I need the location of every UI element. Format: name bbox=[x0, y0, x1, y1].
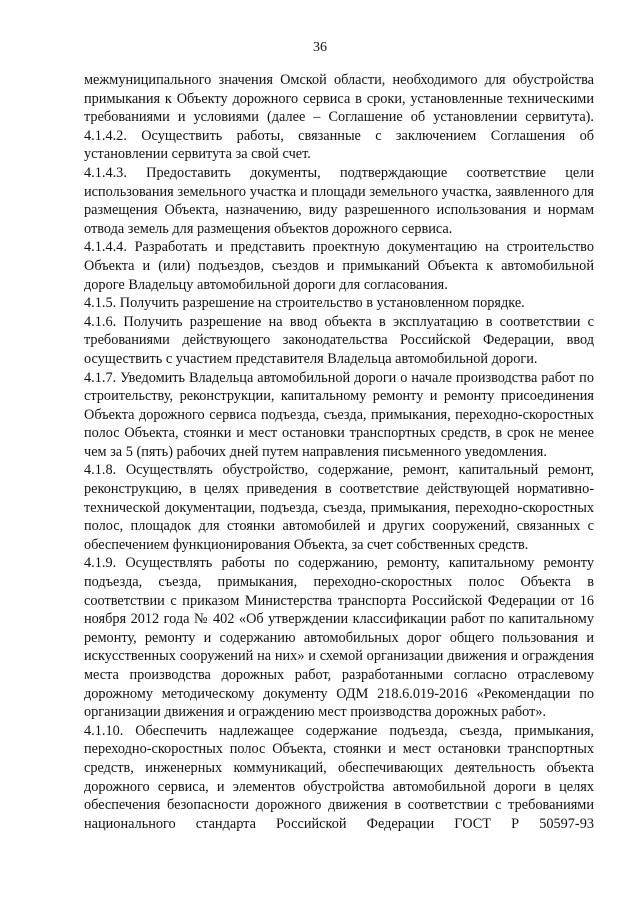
page-number: 36 bbox=[313, 40, 327, 55]
paragraph-4-1-9: 4.1.9. Осуществлять работы по содержанию, ремонту, капитальному ремонту подъезда, съезда, примыкания, переходно-скоростных полос Объекта в соответствии с приказом Министерства транспорта Российской Федерации от 16 ноября 2012 года № 402 «Об утверждении классификации работ по капитальному ремонту, ремонту и содержанию автомобильных дорог общего пользования и искусственных сооружений на них» и схемой организации движения и ограждения места производства дорожных работ, разработанными согласно отраслевому дорожному методическому документу ОДМ 218.6.019-2016 «Рекомендации по организации движения и ограждению мест производства дорожных работ». bbox=[84, 555, 594, 721]
document-body bbox=[84, 71, 594, 833]
paragraph-4-1-4-2: 4.1.4.2. Осуществить работы, связанные с заключением Соглашения об установлении сервитута за свой счет. bbox=[84, 127, 594, 163]
paragraph-4-1-5: 4.1.5. Получить разрешение на строительство в установленном порядке. bbox=[84, 295, 525, 312]
paragraph-4-1-4-4: 4.1.4.4. Разработать и представить проектную документацию на строительство Объекта и (или) подъездов, съездов и примыканий Объекта к автомобильной дороге Владельцу автомобильной дороги для согласования. bbox=[84, 239, 594, 293]
paragraph-4-1-6: 4.1.6. Получить разрешение на ввод объекта в эксплуатацию в соответствии с требованиями действующего законодательства Российской Федерации, ввод осуществить с участием представителя Владельца автомобильной дороги. bbox=[84, 313, 594, 367]
paragraph-4-1-7: 4.1.7. Уведомить Владельца автомобильной дороги о начале производства работ по строительству, реконструкции, капитальному ремонту и ремонту присоединения Объекта дорожного сервиса подъезда, съезда, примыкания, переходно-скоростных полос Объекта, стоянки и мест остановки транспортных средств, в срок не менее чем за 5 (пять) рабочих дней путем направления письменного уведомления. bbox=[84, 369, 594, 460]
paragraph-4-1-8: 4.1.8. Осуществлять обустройство, содержание, ремонт, капитальный ремонт, реконструкцию, в целях приведения в соответствие действующей нормативно-технической документации, подъезда, съезда, примыкания, переходно-скоростных полос, площадок для стоянки автомобилей и других сооружений, связанных с обеспечением функционирования Объекта, за счет собственных средств. bbox=[84, 462, 594, 553]
paragraph-4-1-4-3: 4.1.4.3. Предоставить документы, подтверждающие соответствие цели использования земельного участка и площади земельного участка, заявленного для размещения Объекта, назначению, виду разрешенного использования и нормам отвода земель для размещения объектов дорожного сервиса. bbox=[84, 164, 594, 237]
paragraph-4-1-10: 4.1.10. Обеспечить надлежащее содержание подъезда, съезда, примыкания, переходно-скоростных полос Объекта, стоянки и мест остановки транспортных средств, инженерных коммуникаций, обеспечивающих деятельность объекта дорожного сервиса, и элементов обустройства автомобильной дороги в целях обеспечения безопасности дорожного движения в соответствии с требованиями национального стандарта Российской Федерации ГОСТ Р 50597-93 bbox=[84, 722, 594, 832]
paragraph-continuation: межмуниципального значения Омской области, необходимого для обустройства примыкания к Объекту дорожного сервиса в сроки, установленные техническими требованиями и условиями (далее – Соглашение об установлении сервитута). bbox=[84, 72, 594, 126]
